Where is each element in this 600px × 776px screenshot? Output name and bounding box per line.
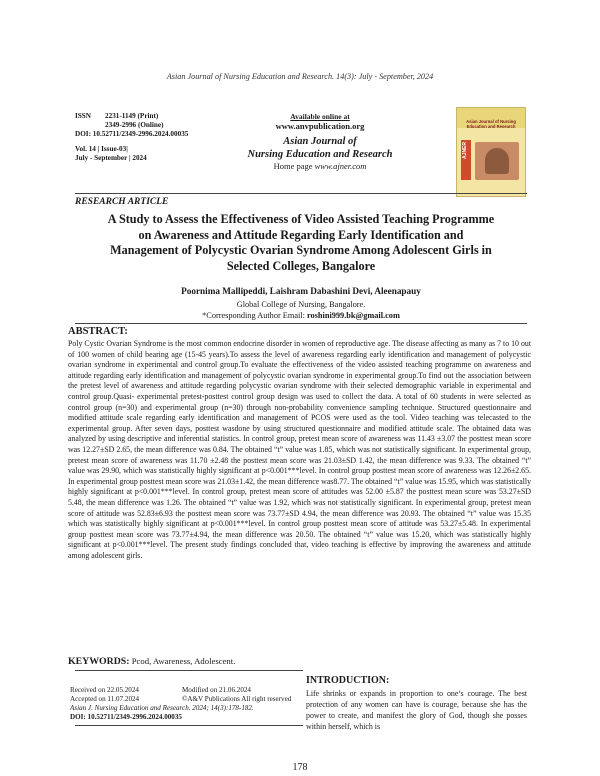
title-line: Selected Colleges, Bangalore	[226, 258, 376, 273]
volume-period: July - September | 2024	[75, 154, 147, 162]
volume-issue: Vol. 14 | Issue-03|	[75, 145, 128, 153]
article-history	[70, 686, 296, 722]
journal-cover-image	[456, 107, 526, 197]
citation: Asian J. Nursing Education and Research. 2024; 14(3):178-182.	[70, 703, 254, 712]
keywords-text: Pcod, Awareness, Adolescent.	[129, 656, 236, 666]
received-date: Received on 22.05.2024	[70, 686, 139, 694]
introduction-body	[306, 688, 527, 732]
cover-title: Asian Journal of Nursing Education and Research	[466, 119, 516, 129]
history-doi[interactable]: DOI: 10.52711/2349-2996.2024.00035	[70, 712, 182, 721]
authors: Poornima Mallipeddi, Laishram Dabashini Devi, Aleenapauy	[181, 286, 421, 296]
available-online-link[interactable]: Available online at	[290, 112, 350, 121]
cover-spine-text: AJNER	[462, 142, 468, 159]
issn-doi: DOI: 10.52711/2349-2996.2024.00035	[75, 130, 189, 138]
affiliation-block	[75, 299, 527, 321]
title-line: A Study to Assess the Effectiveness of Video Assisted Teaching Programme	[107, 212, 495, 226]
journal-homepage	[245, 161, 395, 172]
issn-label: ISSN	[75, 112, 91, 120]
corresponding-email[interactable]: roshini999.bk@gmail.com	[307, 311, 400, 320]
keywords-label: KEYWORDS:	[68, 656, 130, 667]
corresponding-author	[75, 310, 527, 321]
introduction-heading: INTRODUCTION:	[306, 675, 390, 686]
abstract-text: Poly Cystic Ovarian Syndrome is the most common endocrine disorder in women of reproductive age. The disease affecting as many as 7 to 10 out of 100 women of child bearing age (15-45 years).To assess the level of awareness regarding early identification and management of polycystic ovarian syndrome in experimental and control group.To evaluate the effectiveness of the video assisted teaching programme on awareness and attitude regarding early identification and management of polycystic ovarian syndrome in experimental group.To find out the association between the pretest level of awareness and attitude regarding polycystic ovarian syndrome with their selected demographic variable in experimental and control group.Quasi- experimental pretest-posttest control group design was used to collect the data. A total of 60 students in were selected as control group (n=30) and experimental group (n=30) through non-probability convenience sampling technique. Structured questionnaire and modified attitude scale regarding early identification and management of PCOS were used as the tool. Video teaching was telecasted to the experimental group. After seven days, posttest wasdone by using structured questionnaire and modified attitude scale. The obtained data was analyzed by using descriptive and inferential statistics. In control group, pretest mean score of awareness was 11.43 ±3.07 the posttest mean score was 12.27±SD 2.65, the mean difference was 0.84. The obtained “t” value was 1.85, which was not statistically significant. In experimental group, pretest mean score of awareness was 11.70 ±2.48 the posttest mean score was 21.03±SD 1.42, the mean difference was 9.33. The obtained “t” value was 29.90, which was statistically highly significant at p<0.001***level. In control group posttest mean score of awareness was 12.26±2.65. In experimental group posttest mean score was 21.03±1.42, the mean difference was8.77. The obtained “t” value was 15.95, which was statistically highly significant at p<0.001***level. In control group, pretest mean score of attitudes was 52.00 ±5.87 the posttest mean score was 53.27±SD 5.48, the mean difference was 1.26. The obtained “t” value was 1.92, which was not statistically significant. In experimental group, pretest mean score of attitude was 52.83±6.93 the posttest mean score was 73.77±SD 4.94, the mean difference was 20.93. The obtained “t” value was 15.35 which was statistically highly significant at p<0.001***level. In control group posttest mean score of attitude was 53.27±5.48. In experimental group posttest mean score was 73.77±4.94, the mean difference was 20.50. The obtained “t” value was 15.20, which was statistically highly significant at p<0.001***level. The present study findings concluded that, video teaching is effective by improving the awareness and attitude among adolescent girls.	[68, 339, 531, 560]
homepage-url[interactable]: www.ajner.com	[314, 161, 367, 171]
publisher-website[interactable]: www.anvpublication.org	[275, 121, 365, 131]
page-number: 178	[292, 762, 308, 773]
history-divider-bottom	[75, 725, 303, 726]
homepage-label: Home page	[273, 161, 315, 171]
abstract-body	[68, 339, 531, 561]
volume-block	[75, 145, 147, 163]
issn-print: 2231-1149 (Print)	[105, 112, 159, 120]
abstract-heading: ABSTRACT:	[68, 326, 128, 337]
introduction-text: Life shrinks or expands in proportion to one’s courage. The best protection of any women can have is courage, because she has the power to create, and manifest the glory of God, though she posses within herself, which is	[306, 689, 527, 732]
title-line: on Awareness and Attitude Regarding Early Identification and	[138, 227, 464, 242]
article-title	[75, 212, 527, 274]
header-divider	[75, 193, 527, 194]
modified-date: Modified on 21.06.2024	[182, 686, 251, 694]
copyright: ©A&V Publications All right reserved	[182, 694, 292, 703]
article-type: RESEARCH ARTICLE	[75, 197, 169, 207]
accepted-date: Accepted on 11.07.2024	[70, 694, 140, 703]
abstract-divider-top	[75, 323, 527, 324]
journal-name-line1: Asian Journal of	[283, 136, 357, 147]
affiliation: Global College of Nursing, Bangalore.	[236, 300, 366, 309]
issn-block	[75, 112, 188, 139]
issn-online: 2349-2996 (Online)	[105, 121, 164, 129]
journal-header	[245, 112, 395, 172]
title-line: Management of Polycystic Ovarian Syndrome Among Adolescent Girls in	[110, 243, 492, 257]
running-head: Asian Journal of Nursing Education and Research. 14(3): July - September, 2024	[166, 72, 434, 81]
corresponding-label: *Corresponding Author Email:	[202, 311, 307, 320]
keywords	[68, 656, 235, 667]
history-divider-top	[75, 670, 303, 671]
journal-name-line2: Nursing Education and Research	[247, 149, 393, 160]
